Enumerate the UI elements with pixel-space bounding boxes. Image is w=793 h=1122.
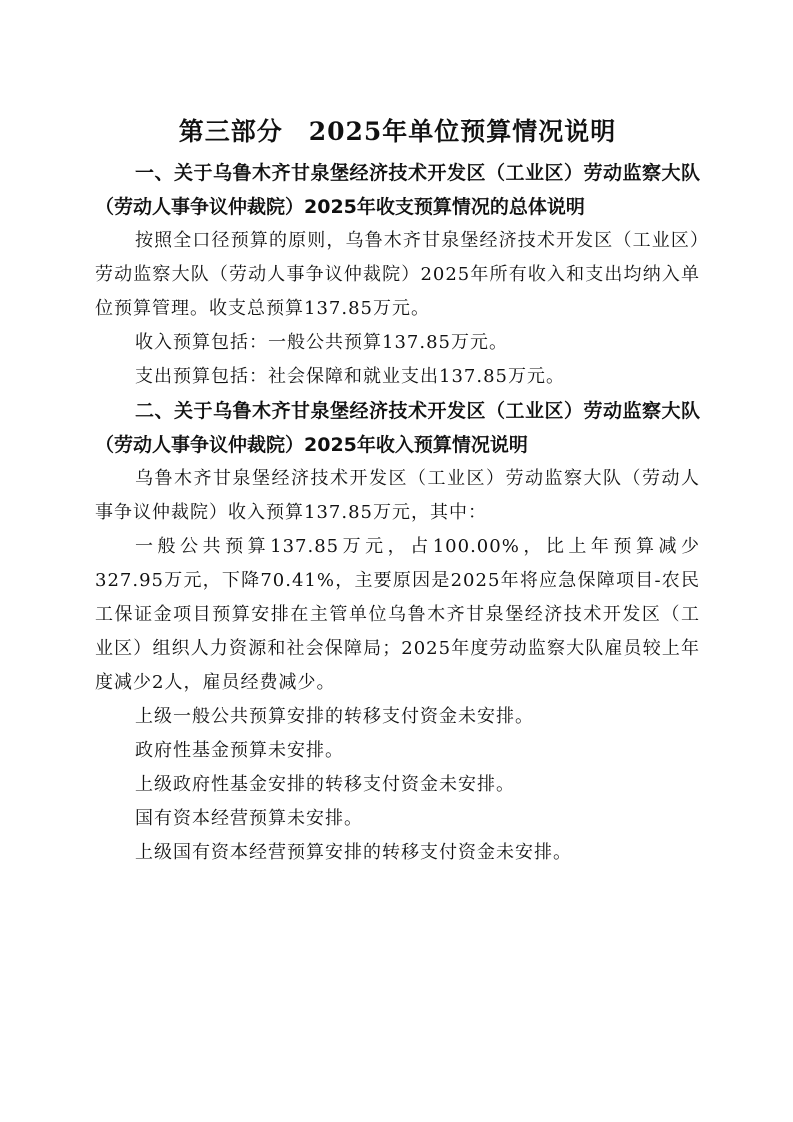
paragraph: 乌鲁木齐甘泉堡经济技术开发区（工业区）劳动监察大队（劳动人事争议仲裁院）收入预算137.85万元，其中： <box>95 468 700 523</box>
paragraph: 收入预算包括：一般公共预算137.85万元。 <box>135 332 508 353</box>
section-income-budget <box>95 394 700 870</box>
section-heading: 一、关于乌鲁木齐甘泉堡经济技术开发区（工业区）劳动监察大队（劳动人事争议仲裁院）2025年收支预算情况的总体说明 <box>95 162 700 218</box>
paragraph: 政府性基金预算未安排。 <box>135 740 344 761</box>
document-title: 第三部分 2025年单位预算情况说明 <box>178 117 617 146</box>
paragraph: 一般公共预算137.85万元，占100.00%，比上年预算减少327.95万元，下降70.41%，主要原因是2025年将应急保障项目-农民工保证金项目预算安排在主管单位乌鲁木齐甘泉堡经济技术开发区（工业区）组织人力资源和社会保障局；2025年度劳动监察大队雇员较上年度减少2人，雇员经费减少。 <box>95 536 700 693</box>
paragraph: 支出预算包括：社会保障和就业支出137.85万元。 <box>135 366 565 387</box>
paragraph: 上级国有资本经营预算安排的转移支付资金未安排。 <box>135 842 572 863</box>
paragraph: 上级一般公共预算安排的转移支付资金未安排。 <box>135 706 534 727</box>
document-page <box>95 112 700 870</box>
paragraph: 国有资本经营预算未安排。 <box>135 808 363 829</box>
paragraph: 上级政府性基金安排的转移支付资金未安排。 <box>135 774 515 795</box>
section-overall-budget <box>95 156 700 394</box>
section-heading: 二、关于乌鲁木齐甘泉堡经济技术开发区（工业区）劳动监察大队（劳动人事争议仲裁院）2025年收入预算情况说明 <box>95 400 700 456</box>
paragraph: 按照全口径预算的原则，乌鲁木齐甘泉堡经济技术开发区（工业区）劳动监察大队（劳动人事争议仲裁院）2025年所有收入和支出均纳入单位预算管理。收支总预算137.85万元。 <box>95 230 700 319</box>
